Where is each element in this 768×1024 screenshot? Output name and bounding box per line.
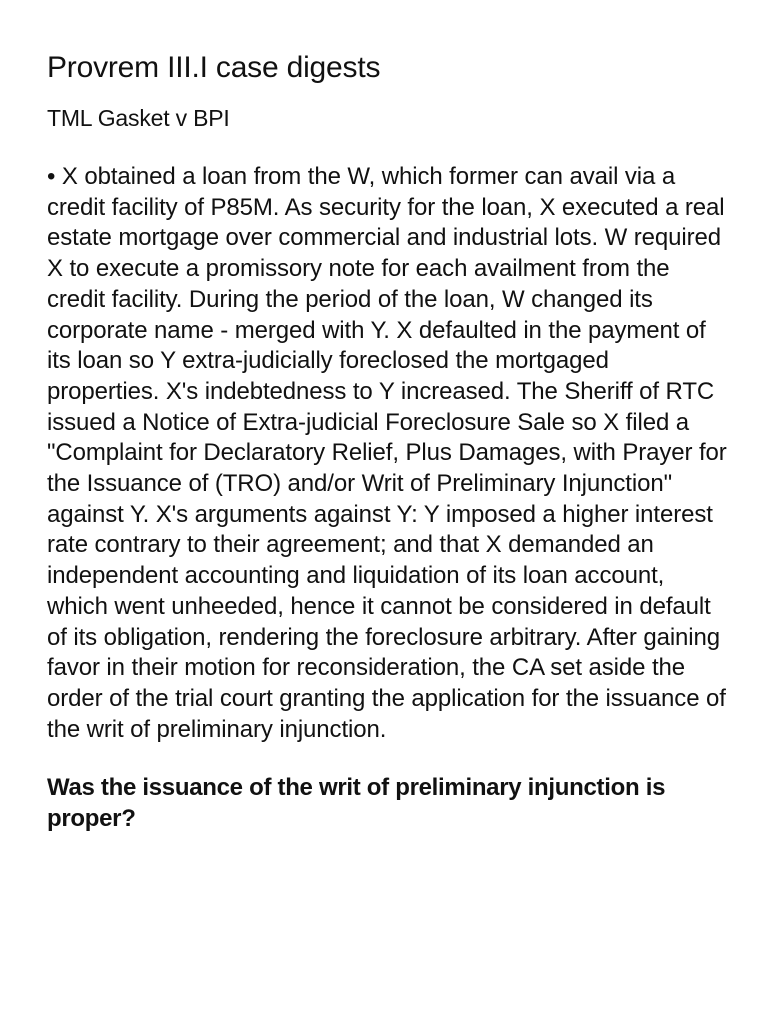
document-title: Provrem III.I case digests	[47, 51, 381, 84]
issue-question: Was the issuance of the writ of preliminary injunction is proper?	[47, 774, 666, 833]
case-facts-text: X obtained a loan from the W, which former can avail via a credit facility of P85M. As security for the loan, X executed a real estate mortgage over commercial and industrial lots. W required X to execute a promissory note for each availment from the credit facility. During the period of the loan, W changed its corporate name - merged with Y. X defaulted in the payment of its loan so Y extra-judicially foreclosed the mortgaged properties. X's indebtedness to Y increased. The Sheriff of RTC issued a Notice of Extra-judicial Foreclosure Sale so X filed a "Complaint for Declaratory Relief, Plus Damages, with Prayer for the Issuance of (TRO) and/or Writ of Preliminary Injunction" against Y. X's arguments against Y: Y imposed a higher interest rate contrary to their agreement; and that X demanded an independent accounting and liquidation of its loan account, which went unheeded, hence it cannot be considered in default of its obligation, rendering the foreclosure arbitrary. After gaining favor in their motion for reconsideration, the CA set aside the order of the trial court granting the application for the issuance of the writ of preliminary injunction.	[47, 163, 727, 743]
document-page	[47, 46, 727, 835]
case-facts-paragraph	[47, 162, 727, 745]
case-heading: TML Gasket v BPI	[47, 105, 230, 131]
bullet-point: •	[47, 163, 56, 190]
